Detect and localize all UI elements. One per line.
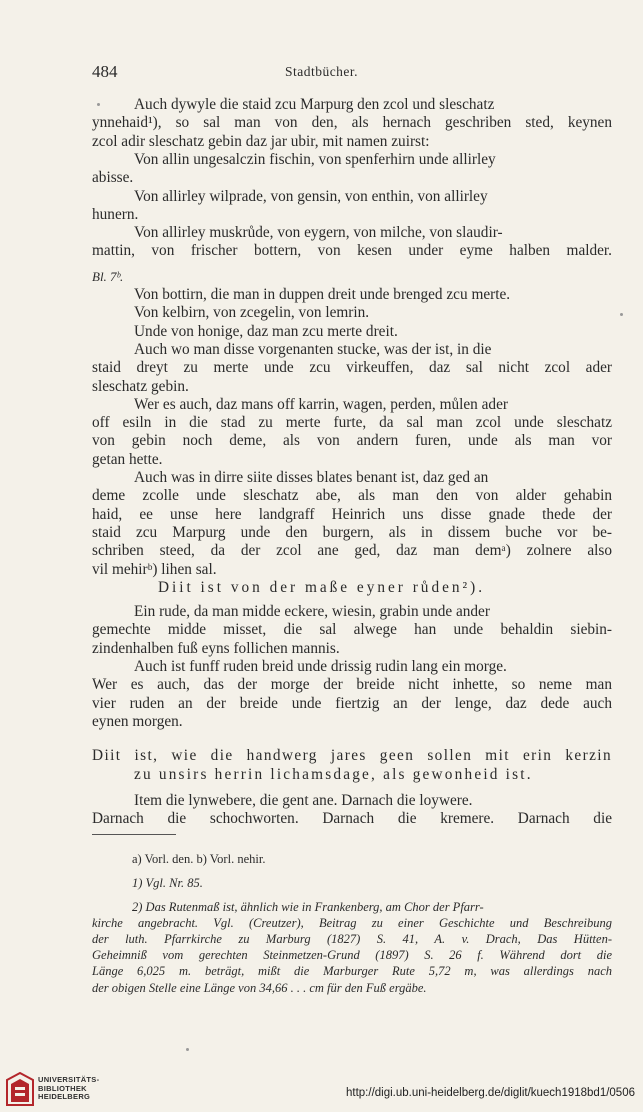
page-number: 484 [92, 62, 118, 81]
text-line: Von allirley muskrůde, von eygern, von milche, von slaudir- [134, 224, 503, 242]
footnote-line: Geheimniß vom gerechten Steinmetzen-Grund (1897) S. 26 f. Während dort die [92, 948, 612, 963]
text-line: staid dreyt zu merte unde zcu virkeuffen, daz sal nicht zcol ader [92, 359, 612, 377]
text-line: Auch wo man disse vorgenanten stucke, was der ist, in die [134, 340, 492, 358]
footnote-line: der obigen Stelle eine Länge von 34,66 . . . cm für den Fuß ergäbe. [92, 980, 427, 995]
text-line: schriben steed, da der zcol ane ged, daz man demᵃ) zolnere also [92, 542, 612, 560]
section-heading-handwerg-line1: Diit ist, wie die handwerg jares geen sollen mit erin kerzin [92, 747, 612, 764]
text-line: von gebin noch deme, als von andern furen, unde als man vor [92, 432, 612, 450]
paper-speck [186, 1048, 189, 1051]
folio-marker: Bl. 7ᵇ. [92, 269, 124, 284]
text-line: Auch was in dirre siite disses blates benant ist, daz ged an [134, 469, 489, 486]
footnote-line: Länge 6,025 m. beträgt, mißt die Marburger Rute 5,72 m, was allerdings nach [92, 964, 612, 979]
text-line: zcol adir sleschatz gebin daz jar ubir, mit namen zuirst: [92, 132, 430, 150]
text-line: Wer es auch, das der morge der breide nicht inhette, so neme man [92, 676, 612, 694]
source-url[interactable]: http://digi.ub.uni-heidelberg.de/diglit/kuech1918bd1/0506 [346, 1087, 635, 1099]
text-line: Ein rude, da man midde eckere, wiesin, grabin unde ander [134, 603, 490, 620]
text-line: sleschatz gebin. [92, 377, 189, 395]
text-line: haid, ee unse here landgraff Heinrich uns disse gnade thede der [92, 505, 612, 523]
library-name: UNIVERSITÄTS- BIBLIOTHEK HEIDELBERG [38, 1075, 100, 1102]
text-line: Item die lynwebere, die gent ane. Darnach die loywere. [134, 792, 473, 809]
footnote-line: kirche angebracht. Vgl. (Creutzer), Beitrag zu einer Geschichte und Beschreibung [92, 916, 612, 931]
text-line: deme zcolle unde sleschatz abe, als man den von alder gehabin [92, 487, 612, 505]
text-line: getan hette. [92, 450, 163, 468]
running-head: Stadtbücher. [284, 64, 359, 79]
text-line: Von bottirn, die man in duppen dreit unde brenged zcu merte. [134, 286, 511, 303]
footnote-line: der luth. Pfarrkirche zu Marburg (1827) S. 41, A. v. Drach, Das Hütten- [92, 932, 612, 947]
text-line: hunern. [92, 205, 139, 223]
library-logo-icon [6, 1072, 34, 1106]
text-line: eynen morgen. [92, 712, 183, 730]
text-line: Unde von honige, daz man zcu merte dreit. [134, 322, 398, 340]
text-line: Darnach die schochworten. Darnach die kremere. Darnach die [92, 810, 612, 828]
text-line: mattin, von frischer bottern, von kesen under eyme halben malder. [92, 242, 612, 260]
paper-speck [97, 103, 100, 106]
text-line: zindenhalben fuß eyns follichen mannis. [92, 639, 340, 657]
footnote-1: 1) Vgl. Nr. 85. [132, 876, 203, 890]
text-line: vier ruden an der breide unde fiertzig an der lenge, daz dede auch [92, 694, 612, 712]
text-line: Von allin ungesalczin fischin, von spenferhirn unde allirley [134, 150, 496, 168]
paper-speck [620, 313, 623, 316]
section-heading-rude: Diit ist von der maße eyner růden²). [157, 579, 486, 596]
text-line: Wer es auch, daz mans off karrin, wagen, perden, můlen ader [134, 395, 508, 413]
text-line: gemechte midde misset, die sal alwege han unde behaldin siebin- [92, 621, 612, 639]
footnote-a: a) Vorl. den. b) Vorl. nehir. [132, 852, 266, 866]
text-line: Von allirley wilprade, von gensin, von enthin, von allirley [134, 187, 488, 205]
text-line: Von kelbirn, von zcegelin, von lemrin. [134, 304, 370, 322]
footnote-rule [92, 834, 176, 835]
text-line: abisse. [92, 169, 134, 187]
text-line: off esiln in die stad zu merte furte, da sal man zcol unde sleschatz [92, 414, 612, 432]
text-line: ynnehaid¹), so sal man von den, als hernach geschriben sted, keynen [92, 114, 612, 132]
text-line: staid zcu Marpurg unde den burgern, als in dissem buche vor be- [92, 523, 612, 541]
text-line: vil mehirᵇ) lihen sal. [92, 560, 217, 578]
footnote-line: 2) Das Rutenmaß ist, ähnlich wie in Frankenberg, am Chor der Pfarr- [132, 900, 484, 914]
section-heading-handwerg-line2: zu unsirs herrin lichamsdage, als gewonheid ist. [134, 766, 533, 783]
text-line: Auch dywyle die staid zcu Marpurg den zcol und sleschatz [134, 96, 495, 113]
text-line: Auch ist funff ruden breid unde drissig rudin lang ein morge. [134, 657, 507, 675]
